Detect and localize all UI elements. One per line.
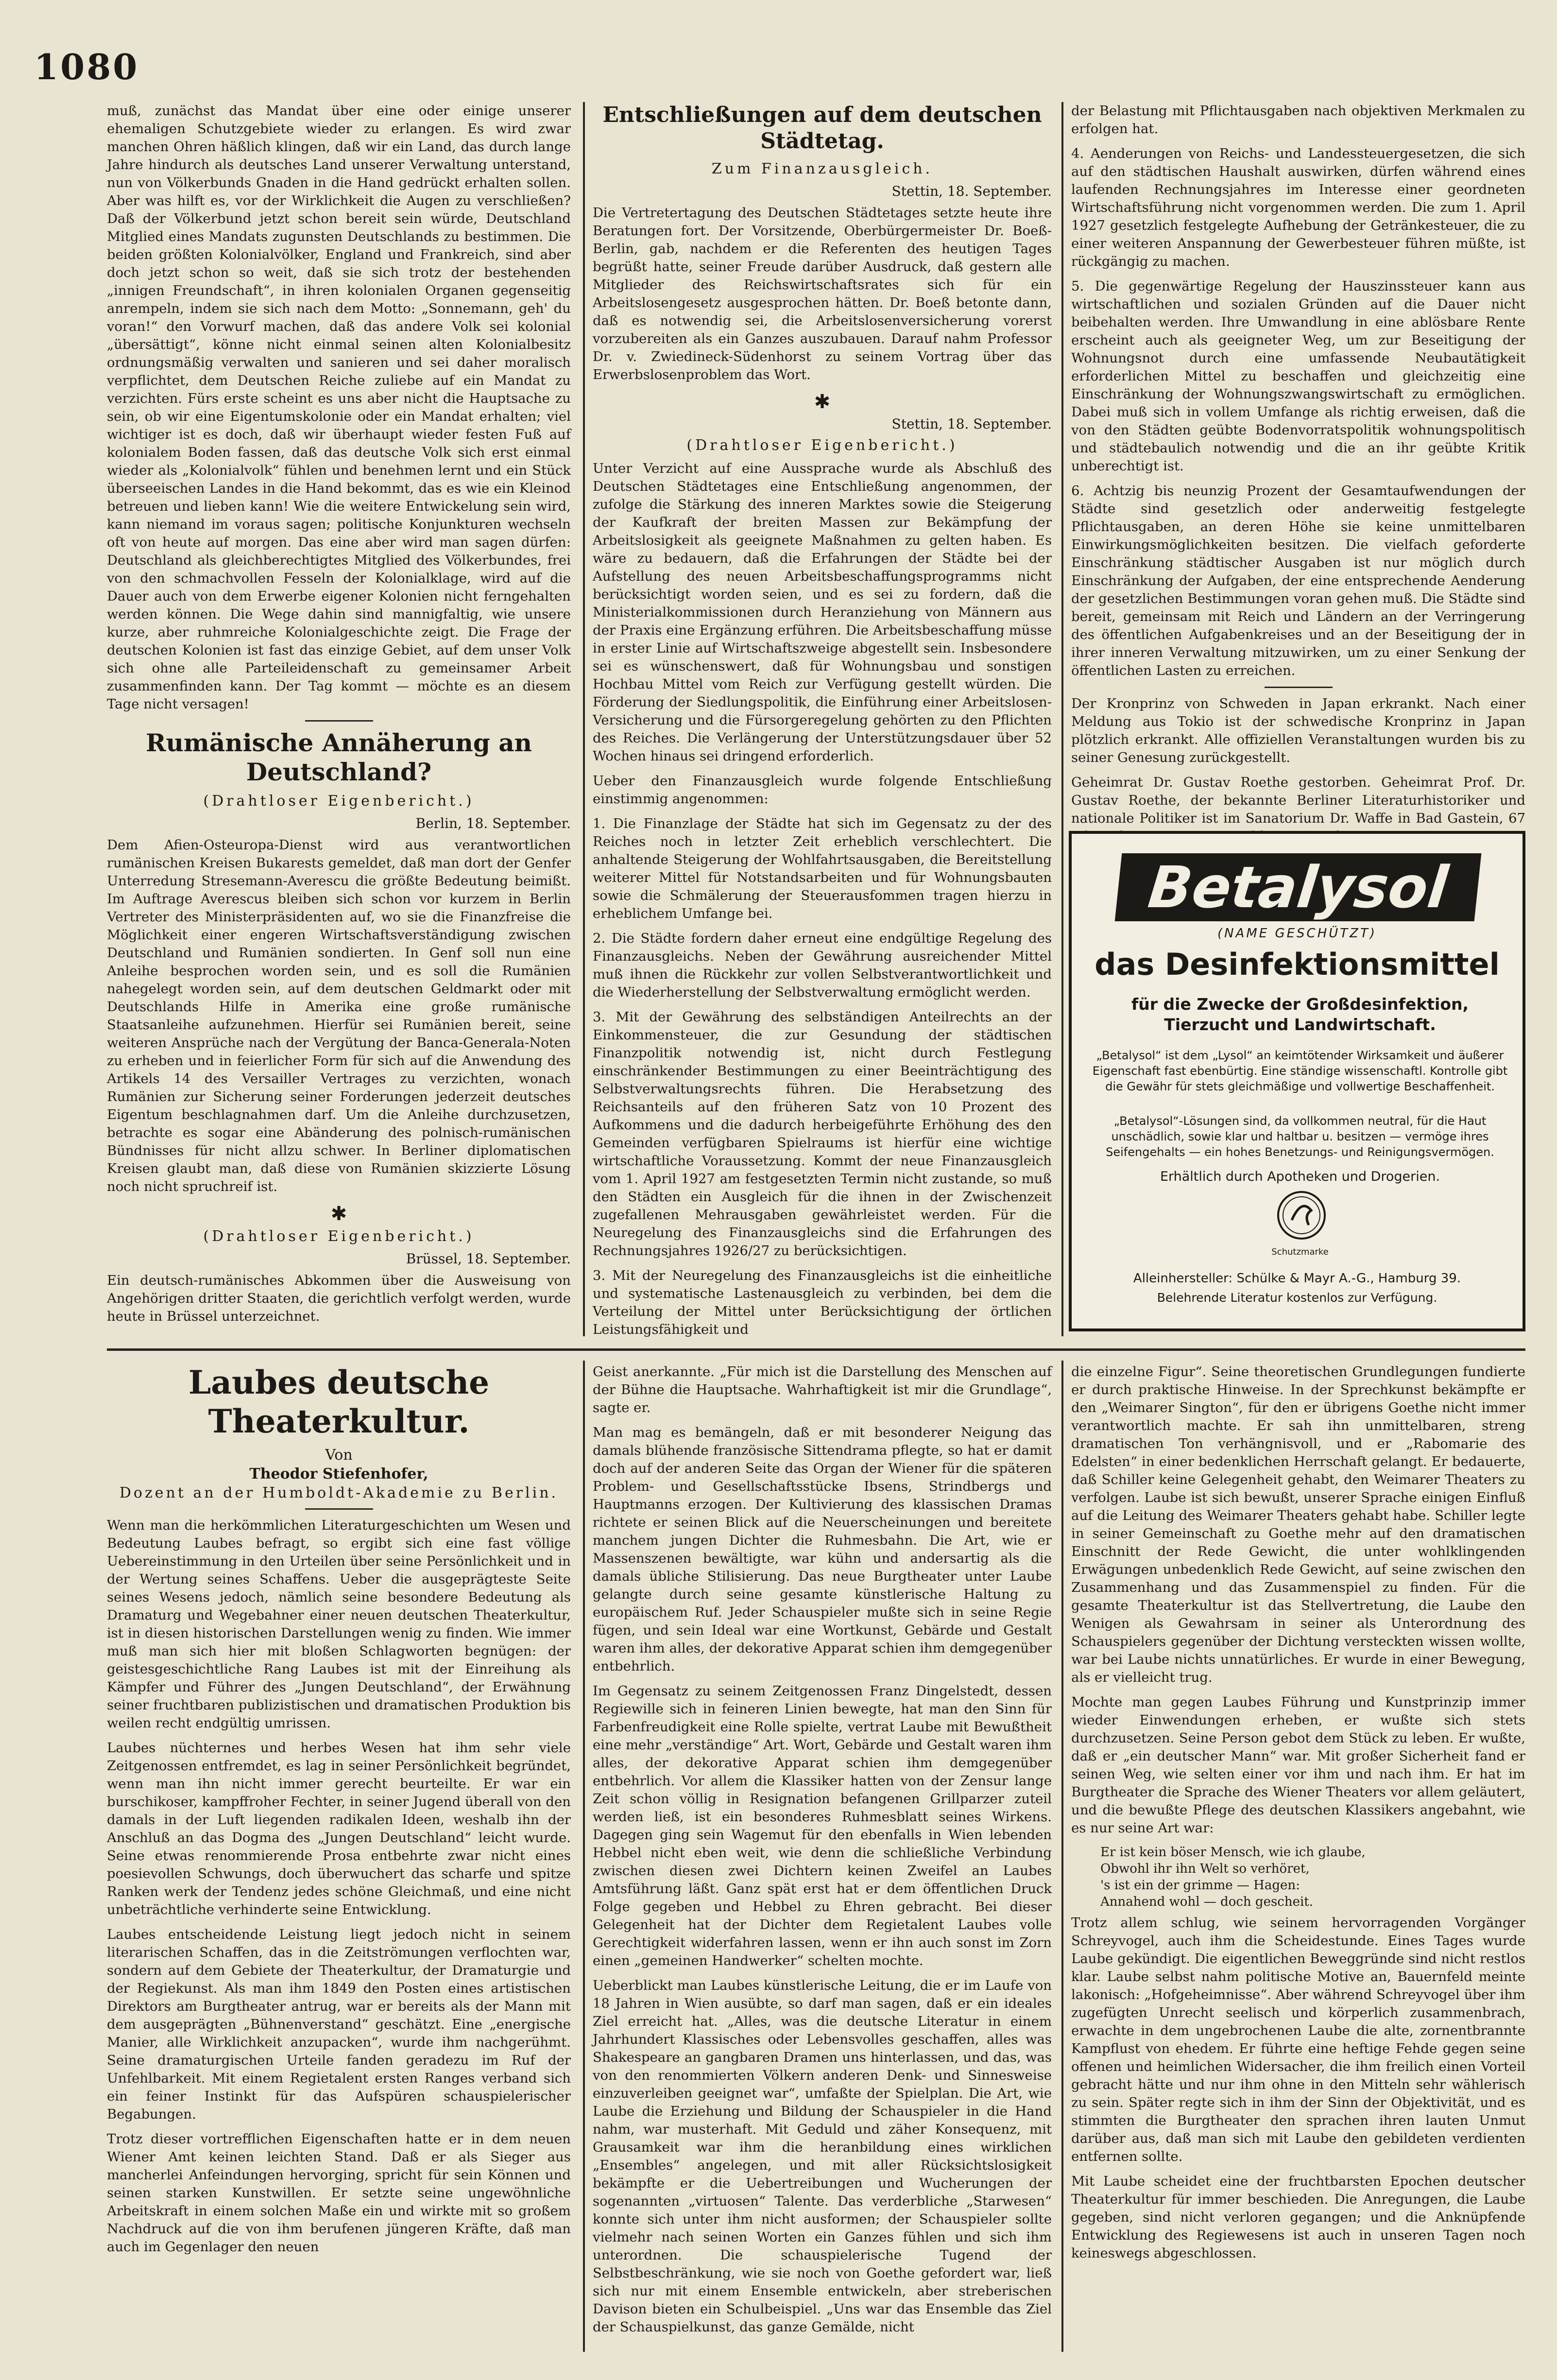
ad-headline: das Desinfektionsmittel bbox=[1095, 947, 1500, 982]
verse-line: Er ist kein böser Mensch, wie ich glaube, bbox=[1100, 1845, 1366, 1860]
dateline: Brüssel, 18. September. bbox=[406, 1251, 571, 1267]
paragraph: Ueber den Finanzausgleich wurde folgende Entschließung einstimmig angenommen: bbox=[593, 773, 1052, 807]
feature-text-3b bbox=[1071, 1914, 1525, 2262]
paragraph: Wenn man die herkömmlichen Literaturgeschichten um Wesen und Bedeutung Laubes befragt, so ergibt sich eine fast völlige Uebereinstimmung in den Urteilen über seine Persönlichkeit und in der Wertung seines Schaffens. Ueber die ausgeprägteste Seite seines Wesens jedoch, nämlich seine besondere Bedeutung als Dramaturg und Wegebahner einer neuen deutschen Theaterkultur, ist in diesen historischen Darstellungen wenig zu finden. Wie immer muß man sich hier mit bloßen Schlagworten begnügen: der geistesgeschichtliche Rang Laubes ist mit der Einreihung als Kämpfer und Führer des „Jungen Deutschland“, der Erwähnung seiner fruchtbaren publizistischen und dramatischen Produktion bis weilen recht endgültig umrissen. bbox=[107, 1518, 571, 1731]
separator-star: ✱ bbox=[814, 391, 831, 413]
paragraph: Trotz dieser vortrefflichen Eigenschaften hatte er in dem neuen Wiener Amt keinen leichten Stand. Daß er als Sieger aus mancherlei Anfeindungen hervorging, spricht für sein Können und seinen starken Kunstwillen. Er setzte seine ungewöhnliche Arbeitskraft in einem solchen Maße ein und wirkte mit so großem Nachdruck auf die von ihm berufenen jüngeren Kräfte, daß man auch im Gegenlager den neuen bbox=[107, 2131, 571, 2255]
divider bbox=[1265, 687, 1333, 688]
source-line: (Drahtloser Eigenbericht.) bbox=[686, 437, 958, 454]
column-rule bbox=[583, 1361, 585, 2352]
paragraph: 5. Die gegenwärtige Regelung der Hauszinssteuer kann aus wirtschaftlichen und sozialen Gründen auf die Dauer nicht beibehalten werden. Ihre Umwandlung in eine ablösbare Rente erscheint auch als geeigneter Weg, um zur Beseitigung der Wohnungsnot durch eine umfassende Neubautätigkeit erforderlichen Mittel zu beschaffen und gleichzeitig eine Einschränkung der Wohnungszwangswirtschaft zu ermöglichen. Dabei muß sich in vollem Umfange als richtig erweisen, daß die von den Städten geübte Bodenvorratspolitik wohnungspolitisch und städtebaulich notwendig und die an ihr geübte Kritik unberechtigt ist. bbox=[1071, 278, 1525, 474]
page-number: 1080 bbox=[34, 46, 139, 87]
feature-text-1 bbox=[107, 1517, 571, 2256]
separator-star: ✱ bbox=[330, 1203, 347, 1225]
source-line: (Drahtloser Eigenbericht.) bbox=[203, 1228, 475, 1245]
ad-literature: Belehrende Literatur kostenlos zur Verfügung. bbox=[1157, 1291, 1437, 1305]
paragraph: Mochte man gegen Laubes Führung und Kunstprinzip immer wieder Einwendungen erheben, er wußte sich stets durchzusetzen. Seine Person gebot dem Stück zu leben. Er wußte, daß er „ein deutscher Mann“ war. Mit großer Sicherheit fand er seinen Weg, wie selten einer vor ihm und nach ihm. Er hat im Burgtheater die Sprache des Wiener Theaters vor allem geläutert, und die bewußte Pflege des deutschen Klassikers angebahnt, wie es nur seine Art war: bbox=[1071, 1694, 1525, 1836]
subheadline: Zum Finanzausgleich. bbox=[711, 160, 933, 177]
byline-von: Von bbox=[325, 1447, 353, 1464]
divider bbox=[305, 1508, 373, 1510]
column-3 bbox=[1071, 102, 1525, 826]
trademark-seal-icon bbox=[1275, 1189, 1328, 1242]
colonial-article bbox=[107, 102, 571, 713]
column-rule bbox=[1061, 1361, 1063, 2352]
author-affiliation: Dozent an der Humboldt-Akademie zu Berlin. bbox=[119, 1484, 559, 1501]
verse-quote bbox=[1100, 1844, 1525, 1910]
ad-text-1: „Betalysol“ ist dem „Lysol“ an keimtötender Wirksamkeit und äußerer Eigenschaft fast ebenbürtig. Eine ständige wissenschaftl. Kontrolle gibt die Gewähr für stets gleichmäßige und vollwertige Beschaffenheit. bbox=[1092, 1049, 1508, 1093]
paragraph: Unter Verzicht auf eine Aussprache wurde als Abschluß des Deutschen Städtetages eine Entschließung angenommen, der zufolge die Stärkung des inneren Marktes sowie die Steigerung der Kaufkraft der breiten Massen zur Bekämpfung der Arbeitslosigkeit als geeignete Maßnahmen zu gelten haben. Es wäre zu bedauern, daß die Erfahrungen der Städte bei der Aufstellung des neuen Arbeitsbeschaffungsprogramms nicht berücksichtigt worden seien, und es sei zu fordern, daß die Ministerialkommissionen durch Heranziehung von Männern aus der Praxis eine Ergänzung erführen. Die Arbeitsbeschaffung müsse in erster Linie auf Wirtschaftszweige abgestellt sein. Insbesondere sei es wünschenswert, daß für Wohnungsbau und sonstigen Hochbau Mittel vom Reich zur Verfügung gestellt würden. Die Förderung der Siedlungspolitik, die Einführung einer Arbeitslosen-Versicherung und die Fürsorgeregelung gehörten zu den Pflichten des Reiches. Die Verlängerung der Unterstützungsdauer über 52 Wochen hinaus sei dringend erforderlich. bbox=[593, 461, 1052, 764]
seal-caption: Schutzmarke bbox=[1271, 1247, 1329, 1257]
ad-text-2: „Betalysol“-Lösungen sind, da vollkommen neutral, für die Haut unschädlich, sowie klar und haltbar u. besitzen — vermöge ihres Seifengehalts — ein hohes Benetzungs- und Reinigungsvermögen. bbox=[1106, 1114, 1494, 1159]
feature-text-2 bbox=[593, 1363, 1052, 2336]
paragraph: 6. Achtzig bis neunzig Prozent der Gesamtaufwendungen der Städte sind gesetzlich oder anderweitig festgelegte Pflichtausgaben, an deren Höhe sie keine unmittelbaren Einwirkungsmöglichkeiten besitzen. Die vielfach geforderte Einschränkung städtischer Ausgaben ist nur möglich durch Einschränkung der Aufgaben, der eine entsprechende Aenderung der gesetzlichen Bestimmungen voran gehen muß. Die Städte sind bereit, gemeinsam mit Reich und Ländern an der Verringerung des öffentlichen Aufgabenkreises und an der Beseitigung der in ihrer inneren Verwaltung mitzuwirken, um zu einer Senkung der öffentlichen Lasten zu erreichen. bbox=[1071, 483, 1525, 678]
brussels-article-body bbox=[107, 1272, 571, 1326]
column-rule bbox=[1061, 102, 1063, 1336]
paragraph: Mit Laube scheidet eine der fruchtbarsten Epochen deutscher Theaterkultur für immer beschieden. Die Anregungen, die Laube gegeben, sind nicht verloren gegangen; und die Anknüpfende Entwicklung des Regiewesens ist auch in unseren Tagen noch keineswegs abgeschlossen. bbox=[1071, 2173, 1525, 2261]
paragraph: Laubes entscheidende Leistung liegt jedoch nicht in seinem literarischen Schaffen, das in die Zeitströmungen verflochten war, sondern auf dem Gebiete der Theaterkultur, der Dramaturgie und der Regiekunst. Als man ihm 1849 den Posten eines artistischen Direktors am Burgtheater antrug, war er bereits als der Mann mit dem ausgeprägten „Bühnenverstand“ geschätzt. Eine „energische Manier, alle Wirklichkeit anzupacken“, wurde ihm nachgerühmt. Seine dramaturgischen Urteile fanden geradezu im Ruf der Unfehlbarkeit. Mit einem Regietalent ersten Ranges verband sich ein feiner Instinkt für das Aufspüren schauspielerischer Begabungen. bbox=[107, 1927, 571, 2122]
ad-subline: für die Zwecke der Großdesinfektion, Tierzucht und Landwirtschaft. bbox=[1131, 995, 1469, 1034]
feature-text-3 bbox=[1071, 1363, 1525, 1837]
paragraph: 4. Aenderungen von Reichs- und Landessteuergesetzen, die sich auf den städtischen Haushalt auswirken, dürfen während eines laufenden Rechnungsjahres im Interesse einer geordneten Wirtschaftsführung nicht vorgenommen werden. Die zum 1. April 1927 gesetzlich festgelegte Aufhebung der Getränkesteuer, die zu einer weiteren Anspannung der Gewerbesteuer führen müßte, ist rückgängig zu machen. bbox=[1071, 146, 1525, 269]
headline-romania: Rumänische Annäherung an Deutschland? bbox=[146, 728, 532, 786]
ad-availability: Erhältlich durch Apotheken und Drogerien. bbox=[1160, 1169, 1440, 1184]
resolution-continued bbox=[1071, 102, 1525, 680]
headline-staedtetag: Entschließungen auf dem deutschen Städtetag. bbox=[602, 103, 1042, 154]
paragraph: Ein deutsch-rumänisches Abkommen über die Ausweisung von Angehörigen dritter Staaten, die gerichtlich verfolgt werden, wurde heute in Brüssel unterzeichnet. bbox=[107, 1273, 571, 1324]
feature-column-1 bbox=[107, 1363, 571, 2354]
column-rule bbox=[583, 102, 585, 1336]
verse-line: Annahend wohl — doch gescheit. bbox=[1100, 1895, 1314, 1909]
brand-logo: Betalysol bbox=[1115, 853, 1482, 921]
paragraph: Im Gegensatz zu seinem Zeitgenossen Franz Dingelstedt, dessen Regiewille sich in feineren Linien bewegte, hat man den Sinn für Farbenfreudigkeit eine Rolle spielte, vertrat Laube mit Bewußtheit eine mehr „verständige“ Art. Wort, Gebärde und Gestalt waren ihm alles, der dekorative Apparat schien ihm demgegenüber entbehrlich. Vor allem die Klassiker hatten von der Zensur lange Zeit schon völlig in Resignation befangenen Grillparzer zuteil werden ließ, ist ein besonderes Ruhmesblatt seines Wirkens. Dagegen ging sein Wagemut für den ebenfalls in Wien lebenden Hebbel nicht eben weit, wie denn die schließliche Verbindung zwischen diesen zwei Dichtern keinen Zweifel an Laubes Amtsführung läßt. Ganz spät erst hat er dem öffentlichen Druck Folge gegeben und Hebbel zu Ehren gebracht. Bei dieser Gelegenheit hat der Dichter dem Regietalent Laubes volle Gerechtigkeit widerfahren lassen, wenn er ihn auch sonst im Zorn einen „gemeinen Handwerker“ schelten mochte. bbox=[593, 1683, 1052, 1968]
paragraph: Laubes nüchternes und herbes Wesen hat ihm sehr viele Zeitgenossen entfremdet, es lag in seiner Persönlichkeit begründet, wenn man ihn nicht immer gerecht beurteilte. Er war ein burschikoser, kampffroher Fechter, in seiner Jugend überall von den damals in der Luft liegenden radikalen Ideen, weshalb ihn der Anschluß an das Dogma des „Jungen Deutschland“ leicht wurde. Seine etwas renommierende Prosa entbehrte zwar nicht eines poesievollen Schwungs, doch überwuchert das scharfe und spitze Ranken werk der Tendenz jedes schöne Gleichmaß, und eine nicht unbeträchtliche verhinderte seine Entwicklung. bbox=[107, 1740, 571, 1917]
feature-column-3 bbox=[1071, 1363, 1525, 2354]
dateline: Berlin, 18. September. bbox=[415, 815, 571, 831]
paragraph: Man mag es bemängeln, daß er mit besonderer Neigung das damals blühende französische Sittendrama pflegte, so hat er damit doch auf der anderen Seite das Organ der Wiener für die späteren Problem- und Gesellschaftsstücke Ibsens, Strindbergs und Hauptmanns erzogen. Der Kultivierung des klassischen Dramas richtete er seinen Blick auf die Neuerscheinungen und bereitete manchem jungen Dichter die Ruhmesbahn. Die Art, wie er Massenszenen bewältigte, war kühn und andersartig als die damals übliche Stilisierung. Das neue Burgtheater unter Laube gelangte durch seine gesamte künstlerische Haltung zu europäischem Ruf. Jeder Schauspieler mußte sich in seine Regie fügen, und sein Ideal war eine Wortkunst, Gebärde und Gestalt waren ihm alles, der dekorative Apparat schien ihm demgegenüber entbehrlich. bbox=[593, 1425, 1052, 1674]
paragraph: 3. Mit der Gewährung des selbständigen Anteilrechts an der Einkommensteuer, die zur Gesundung der städtischen Finanzpolitik notwendig ist, nicht durch Festlegung einschränkender Bestimmungen zu einer Beeinträchtigung des Selbstverwaltungsrechts führen. Die Herabsetzung des Reichsanteils auf den früheren Satz von 10 Prozent des Aufkommens und die dadurch herbeigeführte Erhöhung des den Gemeinden verfügbaren Spielraums ist hierfür eine wichtige wirtschaftliche Voraussetzung. Kommt der neue Finanzausgleich vom 1. April 1927 am festgesetzten Termin nicht zustande, so muß den Städten ein Ausgleich für die ihnen in der Zwischenzeit zugefallenen Mehrausgaben gewährleistet werden. Für die Neuregelung des Finanzausgleichs sind die Erfahrungen des Rechnungsjahres 1926/27 zu berücksichtigen. bbox=[593, 1009, 1052, 1259]
paragraph: Die Vertretertagung des Deutschen Städtetages setzte heute ihre Beratungen fort. Der Vorsitzende, Oberbürgermeister Dr. Boeß-Berlin, gab, nachdem er die Referenten des heutigen Tages begrüßt hatte, seiner Freude darüber Ausdruck, daß gestern alle Mitglieder des Reichswirtschaftsrates sich für ein Arbeitslosengesetz ausgesprochen hätten. Dr. Boeß betonte dann, daß es notwendig sei, die Arbeitslosenversicherung vorerst vorzubereiten als ein Ganzes auszubauen. Darauf nahm Professor Dr. v. Zwiedineck-Südenhorst zu seinem Vortrag über das Erwerbslosenproblem das Wort. bbox=[593, 205, 1052, 382]
paragraph: Dem Afien-Osteuropa-Dienst wird aus verantwortlichen rumänischen Kreisen Bukarests gemeldet, daß man dort der Genfer Unterredung Stresemann-Averescu die größte Bedeutung beimißt. Im Auftrage Averescus bleiben sich schon vor kurzem in Berlin Vertreter des Ministerpräsidenten auf, wo sie die Finanzfreise die Möglichkeit einer engeren Wirtschaftsverständigung zwischen Deutschland und Rumänien sondierten. In Genf soll nun eine Anleihe besprochen worden sein, und es soll die Rumänien nahegelegt worden sein, auf dem deutschen Geldmarkt oder mit Deutschlands Hilfe in Amerika eine große rumänische Staatsanleihe aufzunehmen. Hierfür sei Rumänien bereit, seine weiteren Ansprüche nach der Vergütung der Banca-Generala-Noten zu erheben und in feierlicher Form für sich auf die Anwendung des Artikels 14 des Versailler Vertrages zu verzichten, wonach Rumänien zur Sicherung seiner Forderungen jederzeit deutsches Eigentum beschlagnahmen darf. Um die Anleihe durchzusetzen, betrachte es sogar eine Abänderung des polnisch-rumänischen Bündnisses für nicht allzu schwer. In Berliner diplomatischen Kreisen glaubt man, daß diese von Rumänien skizzierte Lösung noch nicht spruchreif ist. bbox=[107, 837, 571, 1194]
paragraph: muß, zunächst das Mandat über eine oder einige unserer ehemaligen Schutzgebiete wieder zu erlangen. Es wird zwar manchen Ohren häßlich klingen, daß wir ein Land, das durch lange Jahre hindurch als deutsches Land unserer Verwaltung unterstand, nun von Völkerbunds Gnaden in die Hand gedrückt erhalten sollen. Aber was hilft es, vor der Wirklichkeit die Augen zu verschließen? Daß der Völkerbund jetzt schon bereit sein würde, Deutschland Mitglied eines Mandats zugunsten Deutschlands zu bestimmen. Die beiden größten Kolonialvölker, England und Frankreich, sind aber doch jetzt schon so weit, daß sie sich trotz der bestehenden „innigen Freundschaft“, in ihren kolonialen Organen gegenseitig anrempeln, indem sie sich nach dem Motto: „Sonnemann, geh' du voran!“ den Vorwurf machen, daß das andere Volk sei kolonial „übersättigt“, könne nicht einmal seinen alten Kolonialbesitz ordnungsmäßig verwalten und sanieren und sei daher moralisch verpflichtet, dem Deutschen Reiche zuliebe auf ein Mandat zu verzichten. Fürs erste scheint es uns aber nicht die Hauptsache zu sein, ob wir eine Eigentumskolonie oder ein Mandat erhalten; viel wichtiger ist es doch, daß wir überhaupt wieder festen Fuß auf kolonialem Boden fassen, daß das deutsche Volk sich erst einmal wieder als „Kolonialvolk“ fühlen und benehmen lernt und ein Stück überseeischen Landes in die Hand bekommt, das es wie ein Kleinod betreuen und lieben kann! Wie die weitere Entwickelung sein wird, kann niemand im voraus sagen; politische Konjunkturen wechseln oft von heute auf morgen. Das eine aber wird man sagen dürfen: Deutschland als gleichberechtigtes Mitglied des Völkerbundes, frei von den schmachvollen Fesseln der Kolonialklage, wird auf die Dauer auch von dem Erwerbe eigener Kolonien nicht ferngehalten werden können. Die Wege dahin sind mannigfaltig, wie unsere kurze, aber ruhmreiche Kolonialgeschichte zeigt. Die Frage der deutschen Kolonien ist fast das einzige Gebiet, auf dem unser Volk sich ohne alle Parteileidenschaft zu gemeinsamer Arbeit zusammenfinden kann. Der Tag kommt — möchte es an diesem Tage nicht versagen! bbox=[107, 103, 571, 712]
paragraph: der Belastung mit Pflichtausgaben nach objektiven Merkmalen zu erfolgen hat. bbox=[1071, 103, 1525, 137]
paragraph: Geist anerkannte. „Für mich ist die Darstellung des Menschen auf der Bühne die Hauptsache. Wahrhaftigkeit ist mir die Grundlage“, sagte er. bbox=[593, 1364, 1052, 1415]
betalysol-advertisement bbox=[1069, 831, 1525, 1331]
paragraph: Trotz allem schlug, wie seinem hervorragenden Vorgänger Schreyvogel, auch ihm die Scheidestunde. Eines Tages wurde Laube gekündigt. Die eigentlichen Beweggründe sind nicht restlos klar. Laube selbst nahm politische Motive an, Bauernfeld meinte lakonisch: „Hofgeheimnisse“. Aber während Schreyvogel über ihm zugefügten Unrecht seelisch und körperlich zusammenbrach, erwachte in dem ungebrochenen Laube die alte, zornentbrannte Kampflust von ehedem. Er führte eine heftige Fehde gegen seine offenen und heimlichen Widersacher, die ihm freilich einen Vorteil gebracht hätte und nur ihm ohne in den Mitteln sehr wählerisch zu sein. Später regte sich in ihm der Sinn der Objektivität, und es stimmten die Burgtheater den sprachen ihren lauten Unmut darüber aus, daß man sich mit Laube den gebildeten verdienten entfernen sollte. bbox=[1071, 1915, 1525, 2164]
staedtetag-intro-body bbox=[593, 204, 1052, 384]
paragraph: 3. Mit der Neuregelung des Finanzausgleichs ist die einheitliche und systematische Lastenausgleich zu verbinden, bei dem die Verteilung der Mittel unter Berücksichtigung der örtlichen Leistungsfähigkeit und bbox=[593, 1268, 1052, 1337]
news-note-roethe: Geheimrat Dr. Gustav Roethe gestorben. Geheimrat Prof. Dr. Gustav Roethe, der bekannte Berliner Literaturhistoriker und nationale Politiker ist im Sanatorium Dr. Waffe in Bad Gastein, 67 bbox=[1071, 775, 1525, 826]
news-note-crown-prince: Der Kronprinz von Schweden in Japan erkrankt. Nach einer Meldung aus Tokio ist der schwedische Kronprinz in Japan plötzlich erkrankt. Alle offiziellen Veranstaltungen wurden bis zu seiner Genesung zurückgestellt. bbox=[1071, 696, 1525, 765]
staedtetag-resolution-body bbox=[593, 460, 1052, 1339]
paragraph: 2. Die Städte fordern daher erneut eine endgültige Regelung des Finanzausgleichs. Neben der Gewährung ausreichender Mittel muß ihnen die Rückkehr zur vollen Selbstverantwortlichkeit und die Wiederherstellung der Selbstverwaltung ermöglicht werden. bbox=[593, 931, 1052, 1000]
dateline: Stettin, 18. September. bbox=[891, 183, 1052, 199]
divider bbox=[305, 720, 373, 722]
dateline: Stettin, 18. September. bbox=[891, 416, 1052, 432]
feature-headline: Laubes deutsche Theaterkultur. bbox=[188, 1363, 490, 1440]
author-name: Theodor Stiefenhofer, bbox=[249, 1466, 428, 1483]
column-1 bbox=[107, 102, 571, 1336]
section-rule bbox=[107, 1348, 1525, 1351]
paragraph: die einzelne Figur“. Seine theoretischen Grundlegungen fundierte er durch praktische Hinweise. In der Sprechkunst bekämpfte er den „Weimarer Sington“, für den er übrigens Goethe nicht immer verantwortlich machte. Er sah ihn unmittelbaren, streng dramatischen Ton verhängnisvoll, und er „Rabomarie des Edelsten“ in einer bedenklichen Herrschaft gelangt. Er bedauerte, daß Schiller keine Gelegenheit gehabt, den Weimarer Theaters zu verfolgen. Laube ist sich bewußt, unserer Sprache einigen Einfluß auf die Leitung des Weimarer Theaters gehabt habe. Schiller legte in seiner Gemeinschaft zu Goethe mehr auf den dramatischen Einschnitt der Rede Gewicht, die unter wohlklingenden Erwägungen unbedenklich Rede Gewicht, auf seine zwischen den Zusammenhang und das Zusammenspiel zu finden. Für die gesamte Theaterkultur ist das Stellvertretung, die Laube den Wenigen als Gewahrsam in seiner als Unterordnung des Schauspielers gegenüber der Dichtung versteckten wissen wollte, war bei Laube nichts unnatürliches. Er wurde in einer Bewegung, als er vielleicht trug. bbox=[1071, 1364, 1525, 1685]
romania-article-body bbox=[107, 836, 571, 1196]
ad-manufacturer: Alleinhersteller: Schülke & Mayr A.-G., Hamburg 39. bbox=[1133, 1271, 1461, 1286]
column-2 bbox=[593, 102, 1052, 1336]
verse-line: Obwohl ihr ihn Welt so verhöret, bbox=[1100, 1862, 1310, 1876]
paragraph: Ueberblickt man Laubes künstlerische Leitung, die er im Laufe von 18 Jahren in Wien ausübte, so darf man sagen, daß er ein ideales Ziel erreicht hat. „Alles, was die deutsche Literatur in einem Jahrhundert Klassisches oder Lebensvolles geschaffen, alles was Shakespeare an gangbaren Dramen uns hinterlassen, und das, was von den renommierten Völkern anderen Denk- und Sinnesweise einzuverleiben geeignet war“, umfaßte der Spielplan. Die Art, wie Laube die Erziehung und Bildung der Schauspieler in die Hand nahm, war musterhaft. Mit Geduld und zäher Konsequenz, mit Grausamkeit war ihm die heranbildung eines wirklichen „Ensembles“ angelegen, und mit aller Rücksichtslosigkeit bekämpfte er die Uebertreibungen und Wucherungen der sogenannten „virtuosen“ Talente. Das verderbliche „Starwesen“ konnte sich unter ihm nicht ausformen; der Schauspieler sollte vielmehr nach seinen Worten ein Ganzes fühlen und sich ihm unterordnen. Die schauspielerische Tugend der Selbstbeschränkung, wie sie noch von Goethe gefordert war, ließ sich nur mit einem Ensemble entwickeln, aber streberischen Davison bieten ein Schulbeispiel. „Uns war das Ensemble das Ziel der Schauspielkunst, das ganze Gemälde, nicht bbox=[593, 1978, 1052, 2335]
feature-column-2 bbox=[593, 1363, 1052, 2354]
trademark-note: (NAME GESCHÜTZT) bbox=[1217, 926, 1377, 941]
source-line: (Drahtloser Eigenbericht.) bbox=[203, 793, 475, 810]
verse-line: 's ist ein der grimme — Hagen: bbox=[1100, 1878, 1300, 1893]
paragraph: 1. Die Finanzlage der Städte hat sich im Gegensatz zu der des Reiches noch in letzter Zeit erheblich verschlechtert. Die anhaltende Steigerung der Wohlfahrtsausgaben, die Bereitstellung weiterer Mittel für Notstandsarbeiten und für Wohnungsbauten sowie die Schmälerung der Steuerausfommen tragen hierzu in erheblichem Umfange bei. bbox=[593, 816, 1052, 921]
